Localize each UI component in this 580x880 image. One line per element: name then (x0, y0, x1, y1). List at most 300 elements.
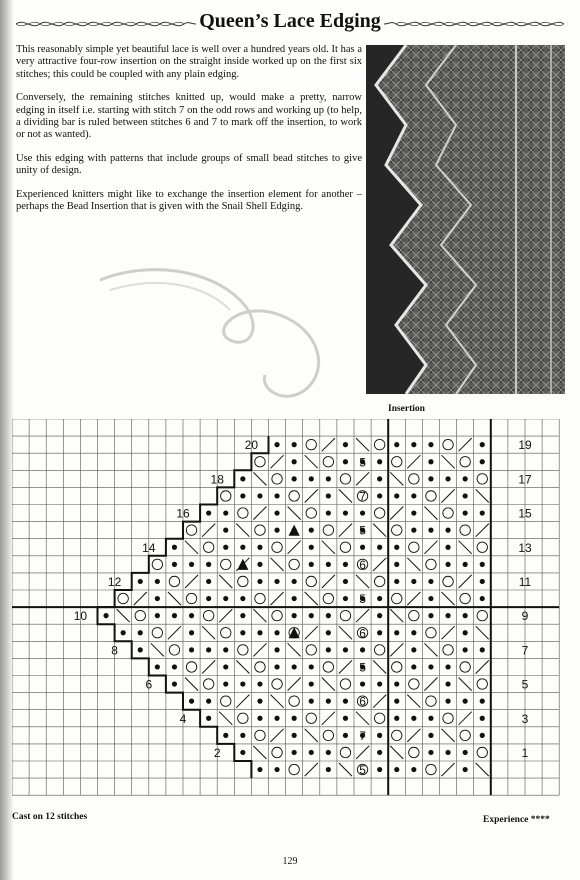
stitch-yarnover (289, 764, 299, 774)
stitch-yarnover (221, 628, 231, 638)
stitch-slash (271, 729, 284, 742)
insertion-label: Insertion (388, 404, 425, 414)
odd-row-label: 3 (521, 711, 529, 726)
stitch-dot (309, 699, 314, 704)
stitch-dot (480, 510, 485, 515)
stitch-slash (459, 712, 472, 725)
stitch-dot (394, 579, 399, 584)
stitch-slash (305, 626, 318, 639)
stitch-dot (309, 681, 314, 686)
stitch-slash (442, 626, 455, 639)
stitch-yarnover (118, 593, 128, 603)
stitch-yarnover (203, 610, 213, 620)
stitch-yarnover (186, 593, 196, 603)
stitch-dot (172, 664, 177, 669)
stitch-dot (223, 545, 228, 550)
stitch-yarnover (340, 474, 350, 484)
stitch-dot (274, 716, 279, 721)
stitch-dot (309, 750, 314, 755)
stitch-dot (445, 562, 450, 567)
stitch-dot (240, 681, 245, 686)
stitch-dot (223, 681, 228, 686)
stitch-count-label: 5 (359, 455, 366, 470)
stitch-dot (326, 510, 331, 515)
stitch-backslash (253, 746, 266, 759)
stitch-slash (322, 712, 335, 725)
stitch-slash (288, 541, 301, 554)
stitch-yarnover (443, 439, 453, 449)
stitch-yarnover (306, 439, 316, 449)
stitch-yarnover (306, 645, 316, 655)
stitch-yarnover (255, 525, 265, 535)
stitch-yarnover (443, 576, 453, 586)
stitch-backslash (356, 438, 369, 451)
intro-paragraph: Use this edging with patterns that include groups of small bead stitches to give unity of design. (16, 152, 362, 177)
stitch-slash (442, 489, 455, 502)
stitch-yarnover (340, 747, 350, 757)
stitch-yarnover (374, 645, 384, 655)
stitch-slash (373, 558, 386, 571)
stitch-dot (394, 562, 399, 567)
stitch-backslash (459, 541, 472, 554)
stitch-dot (343, 596, 348, 601)
stitch-dot (223, 647, 228, 652)
stitch-slash (356, 609, 369, 622)
stitch-slash (356, 746, 369, 759)
even-row-label: 12 (107, 575, 122, 589)
stitch-dot (480, 562, 485, 567)
stitch-backslash (253, 472, 266, 485)
stitch-yarnover (238, 713, 248, 723)
stitch-dot (240, 476, 245, 481)
stitch-dot (292, 733, 297, 738)
stitch-yarnover (152, 628, 162, 638)
stitch-backslash (305, 729, 318, 742)
stitch-backslash (476, 763, 489, 776)
stitch-dot (274, 510, 279, 515)
stitch-backslash (424, 507, 437, 520)
stitch-yarnover (340, 679, 350, 689)
stitch-dot (394, 767, 399, 772)
stitch-backslash (373, 524, 386, 537)
stitch-slash (339, 660, 352, 673)
stitch-yarnover (221, 491, 231, 501)
stitch-backslash (476, 489, 489, 502)
stitch-slash (407, 729, 420, 742)
stitch-dot (309, 562, 314, 567)
stitch-dot (377, 613, 382, 618)
stitch-slash (442, 763, 455, 776)
stitch-backslash (356, 575, 369, 588)
stitch-yarnover (426, 764, 436, 774)
stitch-slash (459, 575, 472, 588)
stitch-yarnover (255, 662, 265, 672)
stitch-yarnover (323, 662, 333, 672)
stitch-yarnover (152, 559, 162, 569)
stitch-dot (411, 716, 416, 721)
stitch-dot (240, 630, 245, 635)
intro-paragraph: Experienced knitters might like to exchange the insertion element for another – perhaps the Bead Insertion that is given with the Snail Shell Edging. (16, 188, 362, 213)
stitch-yarnover (221, 696, 231, 706)
stitch-triangle (289, 525, 300, 536)
stitch-slash (339, 524, 352, 537)
stitch-backslash (151, 643, 164, 656)
decorative-swirl-icon (90, 240, 350, 410)
stitch-dot (411, 579, 416, 584)
stitch-dot (394, 442, 399, 447)
stitch-dot (257, 579, 262, 584)
stitch-yarnover (272, 474, 282, 484)
stitch-yarnover (374, 508, 384, 518)
stitch-backslash (253, 609, 266, 622)
stitch-dot (292, 613, 297, 618)
stitch-yarnover (203, 542, 213, 552)
stitch-dot (377, 750, 382, 755)
title-row (16, 8, 564, 38)
stitch-yarnover (374, 439, 384, 449)
stitch-dot (377, 545, 382, 550)
stitch-dot (309, 476, 314, 481)
stitch-backslash (322, 541, 335, 554)
stitch-dot (138, 579, 143, 584)
stitch-dot (463, 613, 468, 618)
stitch-yarnover (477, 474, 487, 484)
stitch-dot (274, 647, 279, 652)
stitch-dot (326, 699, 331, 704)
stitch-count-label: 5 (359, 523, 366, 538)
stitch-yarnover (460, 662, 470, 672)
stitch-dot (377, 596, 382, 601)
stitch-dot (480, 579, 485, 584)
stitch-dot (445, 750, 450, 755)
stitch-dot (428, 476, 433, 481)
stitch-backslash (442, 455, 455, 468)
stitch-dot (292, 596, 297, 601)
stitch-slash (202, 524, 215, 537)
stitch-dot (394, 681, 399, 686)
stitch-dot (172, 613, 177, 618)
stitch-dot (343, 733, 348, 738)
stitch-dot (326, 493, 331, 498)
stitch-yarnover (409, 747, 419, 757)
stitch-yarnover (477, 542, 487, 552)
stitch-dot (274, 767, 279, 772)
stitch-dot (411, 493, 416, 498)
stitch-dot (445, 664, 450, 669)
stitch-dot (257, 716, 262, 721)
stitch-backslash (236, 524, 249, 537)
knitting-chart (12, 419, 560, 809)
stitch-dot (360, 681, 365, 686)
stitch-dot (377, 476, 382, 481)
stitch-dot (326, 647, 331, 652)
stitch-yarnover (392, 525, 402, 535)
stitch-dot (172, 545, 177, 550)
stitch-dot (463, 767, 468, 772)
stitch-backslash (442, 592, 455, 605)
stitch-dot (326, 562, 331, 567)
stitch-dot (394, 716, 399, 721)
stitch-slash (202, 660, 215, 673)
stitch-dot (309, 528, 314, 533)
odd-row-label: 13 (518, 540, 532, 555)
stitch-dot (377, 630, 382, 635)
stitch-dot (121, 630, 126, 635)
stitch-dot (343, 459, 348, 464)
stitch-dot (189, 699, 194, 704)
stitch-yarnover (443, 508, 453, 518)
stitch-dot (138, 647, 143, 652)
stitch-dot (103, 613, 108, 618)
stitch-dot (480, 647, 485, 652)
stitch-slash (407, 455, 420, 468)
stitch-dot (463, 647, 468, 652)
stitch-dot (445, 528, 450, 533)
stitch-slash (219, 609, 232, 622)
stitch-backslash (305, 455, 318, 468)
stitch-backslash (476, 626, 489, 639)
stitch-dot (343, 442, 348, 447)
stitch-dot (292, 579, 297, 584)
stitch-yarnover (392, 730, 402, 740)
stitch-yarnover (460, 457, 470, 467)
even-row-label: 4 (179, 711, 187, 726)
stitch-yarnover (306, 576, 316, 586)
stitch-dot (155, 596, 160, 601)
odd-row-label: 9 (521, 609, 529, 624)
stitch-dot (480, 716, 485, 721)
stitch-yarnover (255, 593, 265, 603)
stitch-yarnover (392, 457, 402, 467)
stitch-yarnover (203, 679, 213, 689)
odd-row-label: 15 (518, 506, 532, 521)
stitch-dot (394, 545, 399, 550)
stitch-backslash (339, 489, 352, 502)
stitch-slash (373, 695, 386, 708)
odd-row-label: 5 (521, 677, 529, 692)
stitch-slash (356, 472, 369, 485)
stitch-dot (428, 596, 433, 601)
stitch-backslash (219, 575, 232, 588)
lace-photo (366, 45, 565, 394)
stitch-slash (253, 507, 266, 520)
stitch-yarnover (323, 525, 333, 535)
stitch-dot (480, 596, 485, 601)
stitch-backslash (168, 592, 181, 605)
stitch-dot (411, 528, 416, 533)
page-number: 129 (282, 856, 298, 867)
stitch-dot (326, 750, 331, 755)
stitch-dot (463, 510, 468, 515)
stitch-backslash (236, 660, 249, 673)
stitch-backslash (305, 592, 318, 605)
stitch-dot (189, 647, 194, 652)
stitch-dot (377, 681, 382, 686)
stitch-backslash (185, 541, 198, 554)
stitch-slash (288, 678, 301, 691)
page-title: Queen’s Lace Edging (199, 10, 381, 32)
stitch-dot (292, 750, 297, 755)
stitch-dot (343, 579, 348, 584)
stitch-yarnover (426, 559, 436, 569)
stitch-yarnover (443, 713, 453, 723)
stitch-yarnover (477, 679, 487, 689)
stitch-dot (445, 613, 450, 618)
stitch-dot (274, 579, 279, 584)
stitch-yarnover (409, 542, 419, 552)
stitch-backslash (373, 660, 386, 673)
stitch-dot (343, 699, 348, 704)
stitch-count-label: 5 (359, 763, 366, 778)
stitch-yarnover (323, 593, 333, 603)
stitch-backslash (390, 472, 403, 485)
stitch-dot (206, 596, 211, 601)
stitch-dot (343, 647, 348, 652)
stitch-yarnover (409, 610, 419, 620)
stitch-slash (185, 575, 198, 588)
stitch-dot (343, 510, 348, 515)
stitch-dot (411, 664, 416, 669)
even-row-label: 18 (210, 472, 224, 487)
stitch-slash (390, 643, 403, 656)
stitch-yarnover (289, 559, 299, 569)
stitch-dot (360, 545, 365, 550)
stitch-dot (428, 716, 433, 721)
stitch-dot (240, 733, 245, 738)
stitch-slash (253, 643, 266, 656)
stitch-dot (155, 664, 160, 669)
stitch-backslash (339, 626, 352, 639)
even-row-label: 8 (111, 643, 118, 658)
stitch-backslash (288, 643, 301, 656)
even-row-label: 16 (176, 506, 190, 521)
stitch-dot (463, 562, 468, 567)
stitch-dot (223, 664, 228, 669)
stitch-dot (326, 476, 331, 481)
stitch-yarnover (340, 610, 350, 620)
stitch-slash (134, 592, 147, 605)
stitch-dot (411, 767, 416, 772)
stitch-dot (377, 767, 382, 772)
stitch-yarnover (392, 662, 402, 672)
stitch-yarnover (186, 662, 196, 672)
stitch-yarnover (426, 696, 436, 706)
stitch-dot (326, 613, 331, 618)
stitch-dot (206, 562, 211, 567)
stitch-yarnover (221, 559, 231, 569)
stitch-backslash (339, 763, 352, 776)
stitch-backslash (185, 678, 198, 691)
stitch-dot (223, 510, 228, 515)
stitch-yarnover (323, 730, 333, 740)
stitch-dot (377, 493, 382, 498)
stitch-yarnover (255, 730, 265, 740)
stitch-yarnover (186, 525, 196, 535)
stitch-yarnover (374, 576, 384, 586)
stitch-dot (394, 630, 399, 635)
stitch-backslash (117, 609, 130, 622)
stitch-dot (257, 681, 262, 686)
stitch-dot (292, 664, 297, 669)
stitch-backslash (442, 729, 455, 742)
stitch-dot (411, 630, 416, 635)
odd-row-label: 1 (521, 746, 529, 760)
stitch-dot (155, 579, 160, 584)
stitch-dot (480, 442, 485, 447)
stitch-dot (326, 767, 331, 772)
experience-label: Experience **** (483, 815, 550, 825)
intro-text (16, 44, 362, 224)
stitch-yarnover (238, 508, 248, 518)
stitch-dot (274, 528, 279, 533)
stitch-dot (206, 699, 211, 704)
intro-paragraph: This reasonably simple yet beautiful lace is well over a hundred years old. It has a very attractive four-row insertion on the straight inside worked up on the first six stitches; this could be coupled with any plain edging. (16, 44, 362, 80)
even-row-label: 10 (73, 609, 88, 624)
stitch-backslash (288, 507, 301, 520)
stitch-dot (274, 442, 279, 447)
even-row-label: 14 (142, 540, 156, 555)
stitch-dot (394, 699, 399, 704)
stitch-count-label: 7 (359, 489, 366, 504)
stitch-yarnover (289, 696, 299, 706)
stitch-count-label: 6 (359, 626, 366, 641)
stitch-slash (424, 678, 437, 691)
odd-row-label: 7 (521, 643, 529, 658)
stitch-dot (428, 613, 433, 618)
stitch-dot (240, 596, 245, 601)
stitch-dot (274, 493, 279, 498)
stitch-yarnover (460, 730, 470, 740)
stitch-yarnover (135, 610, 145, 620)
intro-paragraph: Conversely, the remaining stitches knitted up, would make a pretty, narrow edging in itself i.e. starting with stitch 7 on the odd rows and working up (to help, a dividing bar is ruled between stitches 6 and 7 to mark off the insertion, to work or not as wanted). (16, 92, 362, 141)
stitch-dot (428, 750, 433, 755)
stitch-slash (390, 507, 403, 520)
stitch-dot (240, 493, 245, 498)
stitch-yarnover (409, 679, 419, 689)
stitch-dot (445, 545, 450, 550)
stitch-dot (257, 493, 262, 498)
stitch-dot (445, 681, 450, 686)
stitch-dot (377, 459, 382, 464)
stitch-backslash (390, 746, 403, 759)
stitch-yarnover (306, 713, 316, 723)
stitch-yarnover (374, 713, 384, 723)
stitch-slash (424, 541, 437, 554)
stitch-slash (476, 660, 489, 673)
stitch-dot (360, 510, 365, 515)
stitch-yarnover (272, 747, 282, 757)
even-row-label: 2 (213, 746, 221, 760)
stitch-dot (309, 613, 314, 618)
stitch-slash (459, 438, 472, 451)
stitch-yarnover (323, 457, 333, 467)
stitch-dot (138, 630, 143, 635)
stitch-backslash (271, 558, 284, 571)
stitch-slash (322, 438, 335, 451)
stitch-yarnover (272, 542, 282, 552)
stitch-backslash (407, 558, 420, 571)
stitch-dot (257, 545, 262, 550)
stitch-dot (463, 493, 468, 498)
stitch-dot (428, 459, 433, 464)
stitch-dot (257, 562, 262, 567)
stitch-dot (257, 630, 262, 635)
stitch-dot (189, 613, 194, 618)
stitch-dot (480, 699, 485, 704)
stitch-yarnover (443, 645, 453, 655)
stitch-dot (463, 699, 468, 704)
stitch-dot (257, 699, 262, 704)
